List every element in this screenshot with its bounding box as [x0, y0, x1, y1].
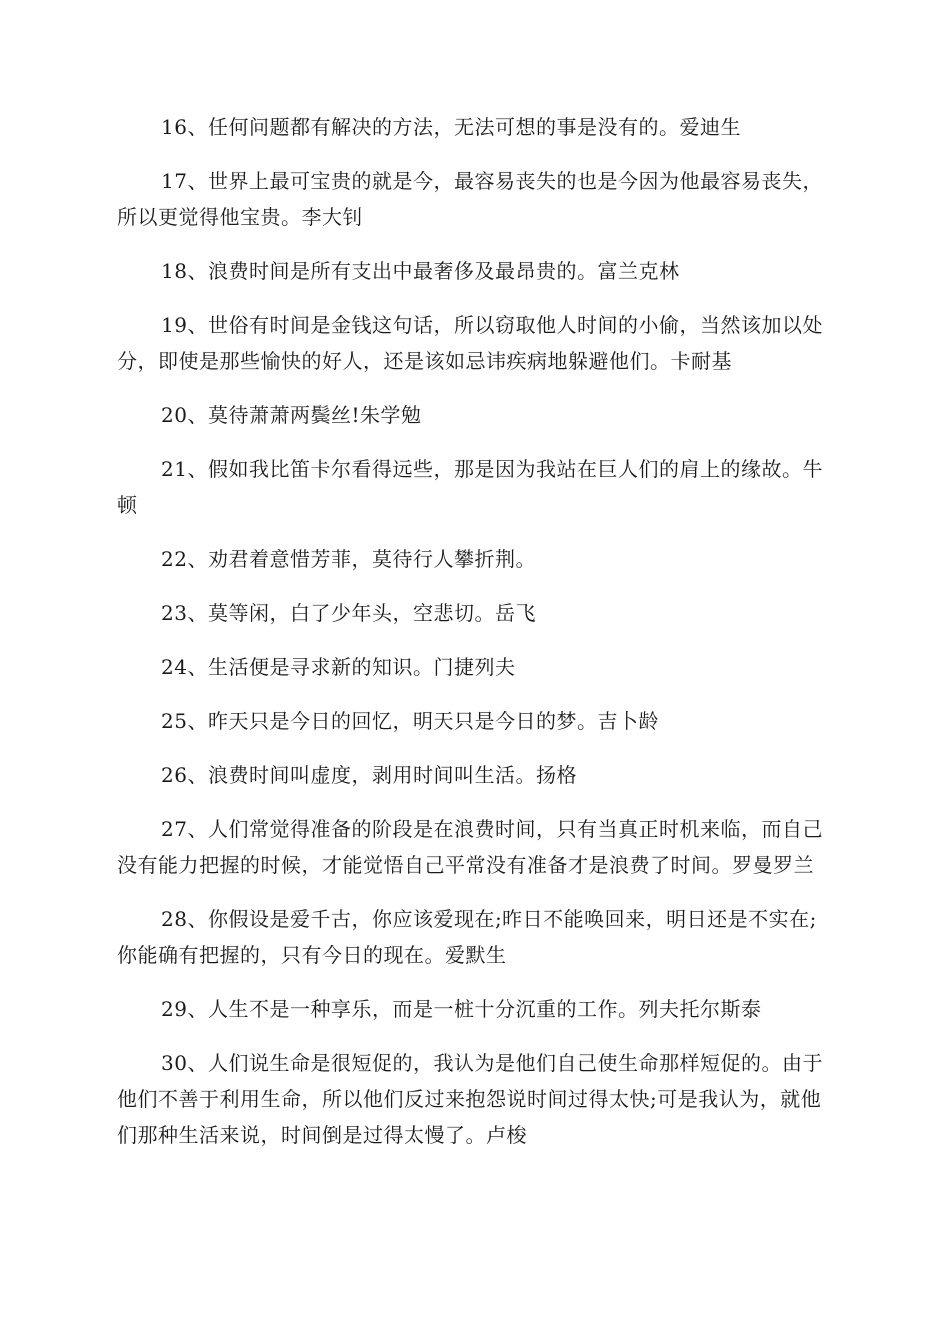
quote-17: 17、世界上最可宝贵的就是今，最容易丧失的也是今因为他最容易丧失，所以更觉得他宝贵。李大钊 — [117, 169, 823, 229]
quote-25: 25、昨天只是今日的回忆，明天只是今日的梦。吉卜龄 — [161, 709, 659, 733]
quote-23: 23、莫等闲，白了少年头，空悲切。岳飞 — [161, 601, 536, 625]
quote-24: 24、生活便是寻求新的知识。门捷列夫 — [161, 655, 516, 679]
quote-28: 28、你假设是爱千古，你应该爱现在;昨日不能唤回来，明日还是不实在;你能确有把握的，只有今日的现在。爱默生 — [117, 907, 817, 967]
quote-18: 18、浪费时间是所有支出中最奢侈及最昂贵的。富兰克林 — [161, 259, 680, 283]
quote-20: 20、莫待萧萧两鬓丝!朱学勉 — [161, 403, 422, 427]
quote-16: 16、任何问题都有解决的方法，无法可想的事是没有的。爱迪生 — [161, 115, 741, 139]
quote-21: 21、假如我比笛卡尔看得远些，那是因为我站在巨人们的肩上的缘故。牛顿 — [117, 457, 823, 517]
quote-29: 29、人生不是一种享乐，而是一桩十分沉重的工作。列夫托尔斯泰 — [161, 997, 762, 1021]
quote-27: 27、人们常觉得准备的阶段是在浪费时间，只有当真正时机来临，而自己没有能力把握的时候，才能觉悟自己平常没有准备才是浪费了时间。罗曼罗兰 — [117, 817, 823, 877]
quote-list — [117, 109, 833, 1171]
quote-30: 30、人们说生命是很短促的，我认为是他们自己使生命那样短促的。由于他们不善于利用生命，所以他们反过来抱怨说时间过得太快;可是我认为，就他们那种生活来说，时间倒是过得太慢了。卢梭 — [117, 1051, 823, 1147]
quote-19: 19、世俗有时间是金钱这句话，所以窃取他人时间的小偷，当然该加以处分，即使是那些愉快的好人，还是该如忌讳疾病地躲避他们。卡耐基 — [117, 313, 823, 373]
quote-26: 26、浪费时间叫虚度，剥用时间叫生活。扬格 — [161, 763, 577, 787]
quote-22: 22、劝君着意惜芳菲，莫待行人攀折荆。 — [161, 547, 536, 571]
